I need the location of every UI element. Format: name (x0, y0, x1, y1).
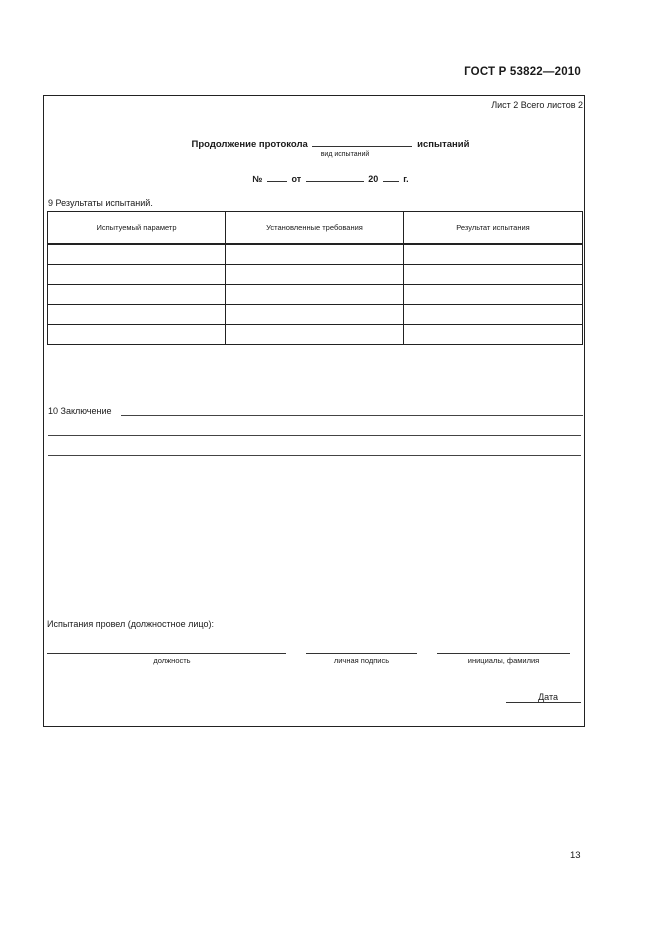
position-caption: должность (153, 656, 191, 665)
initials-caption: инициалы, фамилия (467, 656, 540, 665)
table-cell[interactable] (226, 285, 404, 305)
protocol-title-suffix: испытаний (417, 139, 470, 150)
date-blank (306, 173, 364, 182)
date-label: Дата (538, 692, 558, 702)
year-blank (383, 173, 399, 182)
table-cell[interactable] (404, 285, 583, 305)
table-row (48, 325, 583, 345)
table-cell[interactable] (48, 305, 226, 325)
table-row (48, 285, 583, 305)
protocol-title-prefix: Продолжение протокола (191, 139, 308, 150)
results-table (47, 211, 583, 345)
table-row (48, 305, 583, 325)
test-type-caption: вид испытаний (320, 151, 370, 158)
date-line[interactable] (506, 702, 581, 703)
conducted-by-label: Испытания провел (должностное лицо): (47, 619, 214, 629)
document-standard-number: ГОСТ Р 53822—2010 (464, 66, 581, 78)
conclusion-line-2[interactable] (48, 435, 581, 436)
table-header-cell: Испытуемый параметр (48, 212, 226, 245)
table-cell[interactable] (404, 265, 583, 285)
protocol-title (0, 137, 661, 150)
table-cell[interactable] (404, 305, 583, 325)
table-header-row (48, 212, 583, 245)
conclusion-line-3[interactable] (48, 455, 581, 456)
table-cell[interactable] (48, 244, 226, 265)
page-number: 13 (570, 850, 581, 861)
table-row (48, 244, 583, 265)
year-suffix: г. (403, 174, 409, 184)
table-cell[interactable] (404, 325, 583, 345)
number-label: № (252, 174, 263, 184)
table-cell[interactable] (226, 244, 404, 265)
table-cell[interactable] (404, 244, 583, 265)
section-10-heading: 10 Заключение (48, 406, 112, 416)
table-cell[interactable] (48, 285, 226, 305)
position-line[interactable] (47, 653, 286, 654)
test-type-blank (312, 137, 412, 147)
table-row (48, 265, 583, 285)
protocol-form-frame (43, 95, 585, 727)
number-blank (267, 173, 287, 182)
protocol-number-date (0, 173, 661, 184)
table-cell[interactable] (226, 305, 404, 325)
year-label: 20 (368, 174, 379, 184)
signature-caption: личная подпись (333, 656, 390, 665)
sheet-counter: Лист 2 Всего листов 2 (491, 100, 583, 110)
signature-line[interactable] (306, 653, 417, 654)
section-9-heading: 9 Результаты испытаний. (48, 198, 153, 208)
table-cell[interactable] (48, 265, 226, 285)
conclusion-line-1[interactable] (121, 415, 583, 416)
from-label: от (291, 174, 302, 184)
table-cell[interactable] (226, 265, 404, 285)
table-cell[interactable] (48, 325, 226, 345)
table-cell[interactable] (226, 325, 404, 345)
table-header-cell: Установленные требования (226, 212, 404, 245)
initials-line[interactable] (437, 653, 570, 654)
table-header-cell: Результат испытания (404, 212, 583, 245)
